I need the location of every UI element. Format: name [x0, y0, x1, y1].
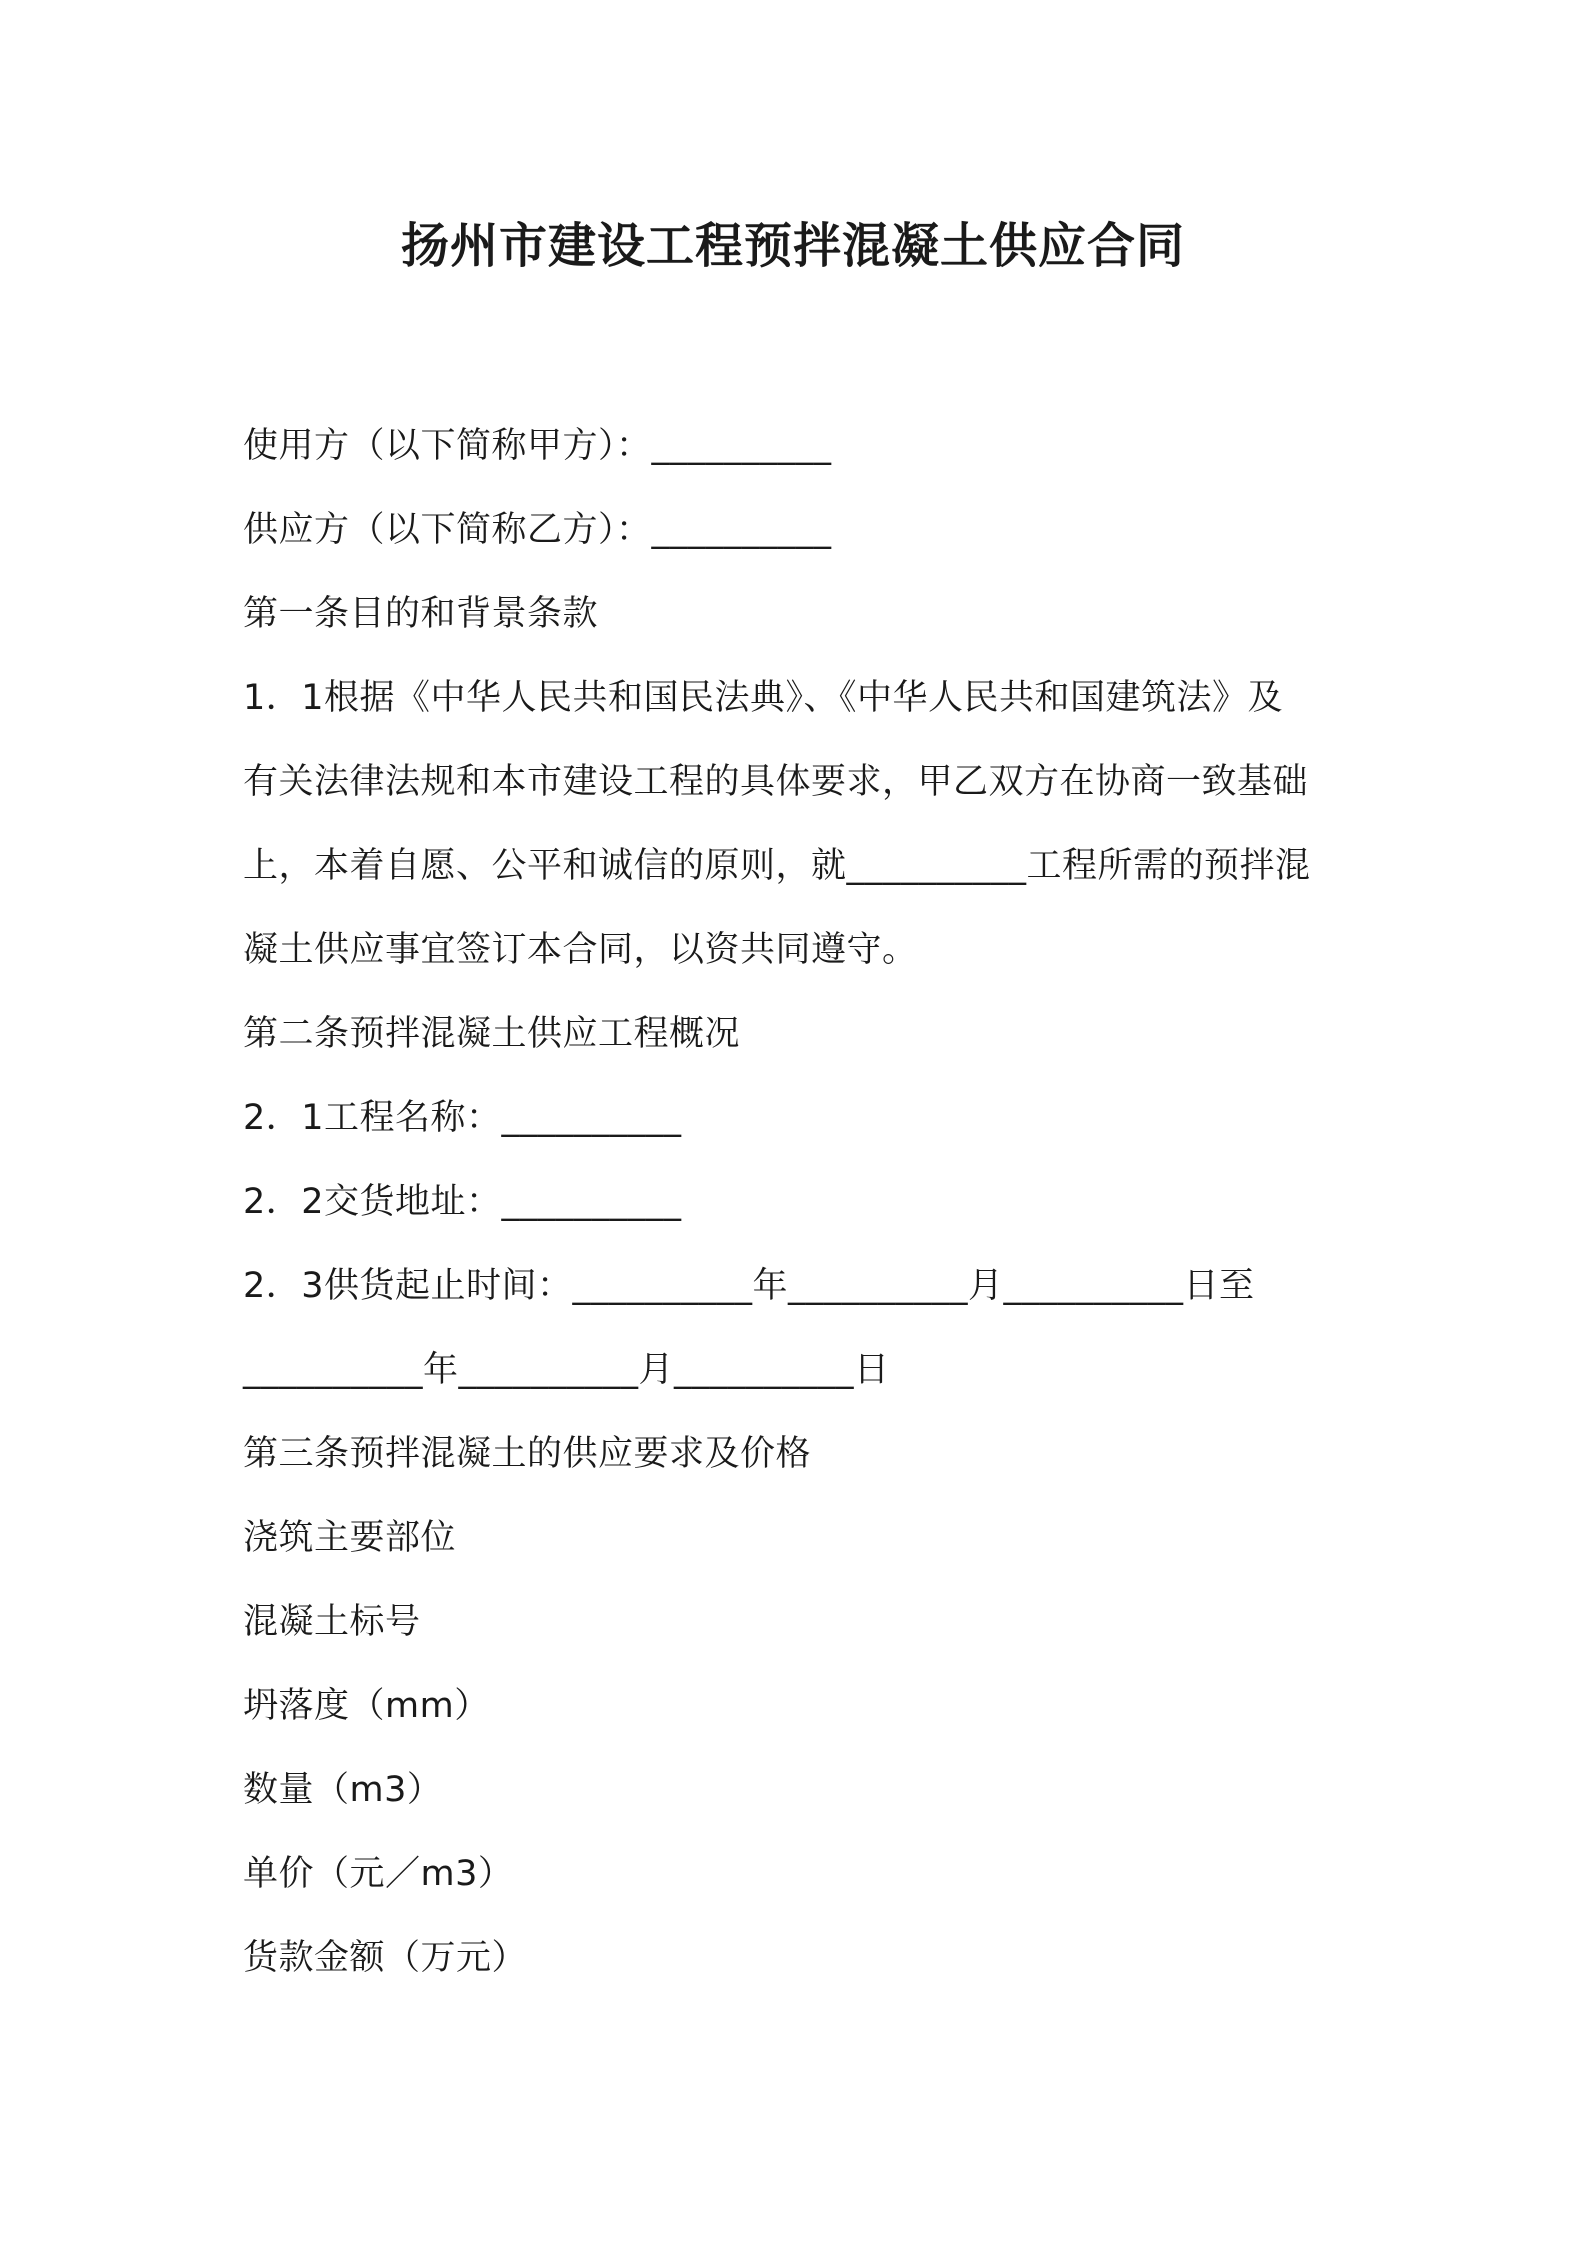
contract-body [243, 404, 1358, 2000]
party-a-line: 使用方（以下简称甲方）：__________ [243, 426, 832, 466]
clause-1-1-line-3: 上，本着自愿、公平和诚信的原则，就__________工程所需的预拌混 [243, 846, 1311, 886]
article-1-heading: 第一条目的和背景条款 [243, 594, 599, 634]
item-payment-amount: 货款金额（万元） [243, 1938, 528, 1978]
contract-title: 扬州市建设工程预拌混凝土供应合同 [400, 218, 1185, 274]
item-unit-price: 单价（元／m3） [243, 1854, 514, 1894]
article-2-heading: 第二条预拌混凝土供应工程概况 [243, 1014, 741, 1054]
clause-1-1-line-2: 有关法律法规和本市建设工程的具体要求，甲乙双方在协商一致基础 [243, 762, 1309, 802]
clause-2-2: 2．2交货地址：__________ [243, 1182, 682, 1222]
clause-1-1-line-4: 凝土供应事宜签订本合同，以资共同遵守。 [243, 930, 918, 970]
item-pouring-location: 浇筑主要部位 [243, 1518, 457, 1558]
clause-2-3-line-2: __________年__________月__________日 [243, 1350, 890, 1390]
clause-2-1: 2．1工程名称：__________ [243, 1098, 682, 1138]
party-b-line: 供应方（以下简称乙方）：__________ [243, 510, 832, 550]
item-quantity: 数量（m3） [243, 1770, 443, 1810]
article-3-heading: 第三条预拌混凝土的供应要求及价格 [243, 1434, 812, 1474]
clause-1-1-line-1: 1．1根据《中华人民共和国民法典》、《中华人民共和国建筑法》及 [243, 678, 1284, 718]
clause-2-3-line-1: 2．3供货起止时间：__________年__________月__________日至 [243, 1266, 1255, 1306]
item-slump: 坍落度（mm） [243, 1686, 490, 1726]
item-concrete-grade: 混凝土标号 [243, 1602, 421, 1642]
